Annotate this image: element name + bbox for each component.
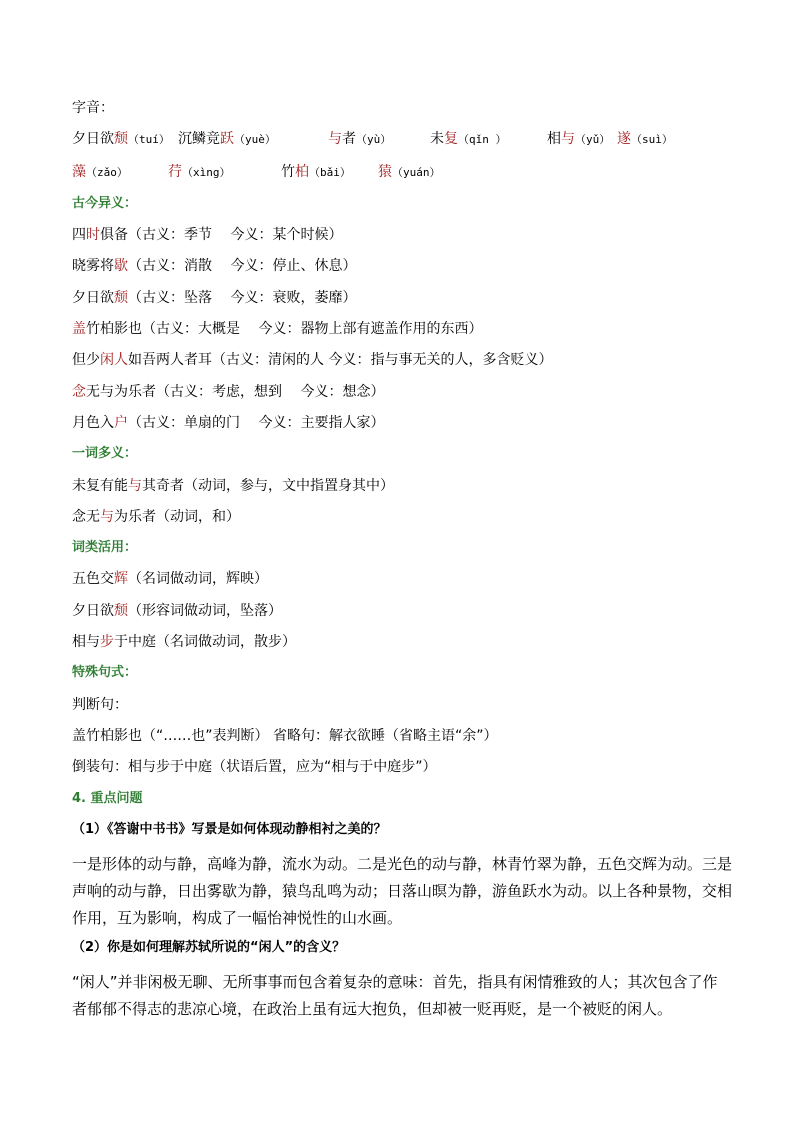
list-item: 夕日欲颓（古义：坠落 今义：衰败，萎靡） — [72, 289, 357, 306]
answer-1: 一是形体的动与静，高峰为静，流水为动。二是光色的动与静，林青竹翠为静，五色交辉为动。三是声响的动与静，日出雾歇为静，猿鸟乱鸣为动；日落山暝为静，游鱼跃水为动。以上各种景物，交相作用，互为影响，构成了一幅怡神悦性的山水画。 — [72, 855, 733, 928]
ancient-modern-title: 古今异义： — [72, 195, 138, 211]
list-item: 四时俱备（古义：季节 今义：某个时候） — [72, 227, 343, 244]
list-item: 未复有能与其奇者（动词，参与，文中指置身其中） — [72, 477, 394, 494]
pronunciation-title: 字音： — [72, 100, 114, 116]
list-item: 月色入户（古义：单扇的门 今义：主要指人家） — [72, 414, 385, 431]
pron-item: 猿（yuán） — [378, 163, 441, 180]
pronunciation-row-1 — [72, 129, 732, 150]
sentence-line: 判断句： — [72, 696, 128, 713]
sentence-line: 盖竹柏影也（“……也”表判断） 省略句：解衣欲睡（省略主语“余”） — [72, 727, 498, 744]
polysemy-title: 一词多义： — [72, 446, 138, 462]
pron-item: 藻（zǎo） — [72, 163, 128, 180]
list-item: 相与步于中庭（名词做动词，散步） — [72, 634, 296, 651]
list-item: 但少闲人如吾两人者耳（古义：清闲的人 今义：指与事无关的人，多含贬义） — [72, 352, 553, 369]
question-2: （2）你是如何理解苏轼所说的“闲人”的含义？ — [72, 940, 346, 956]
pron-item: 遂（suì） — [617, 131, 673, 148]
key-questions-title: 4. 重点问题 — [72, 790, 143, 806]
pronunciation-row-2 — [72, 162, 732, 183]
pron-item: 未复（qǐn ） — [430, 131, 507, 148]
answer-2: “闲人”并非闲极无聊、无所事事而包含着复杂的意味：首先，指具有闲情雅致的人；其次包含了作者郁郁不得志的悲凉心境，在政治上虽有远大抱负，但却被一贬再贬，是一个被贬的闲人。 — [72, 973, 718, 1019]
pron-item: 沉鳞竞跃（yuè） — [178, 131, 276, 148]
sentence-line: 倒装句：相与步于中庭（状语后置，应为“相与于中庭步”） — [72, 759, 437, 776]
question-1: （1）《答谢中书书》写景是如何体现动静相衬之美的？ — [72, 821, 387, 837]
list-item: 晓雾将歇（古义：消散 今义：停止、休息） — [72, 258, 357, 275]
document-page — [72, 98, 732, 1029]
pron-item: 荇（xìng） — [168, 163, 231, 180]
list-item: 念无与为乐者（动词，和） — [72, 508, 240, 525]
list-item: 盖竹柏影也（古义：大概是 今义：器物上部有遮盖作用的东西） — [72, 321, 483, 338]
pron-item: 竹柏（bǎi） — [281, 163, 351, 180]
sentence-patterns-title: 特殊句式： — [72, 665, 138, 681]
pron-item: 与者（yù） — [328, 131, 392, 148]
list-item: 夕日欲颓（形容词做动词，坠落） — [72, 602, 282, 619]
list-item: 五色交辉（名词做动词，辉映） — [72, 571, 268, 588]
pron-item: 相与（yǔ） — [547, 131, 611, 148]
pron-item: 夕日欲颓（tuí） — [72, 131, 170, 148]
list-item: 念无与为乐者（古义：考虑，想到 今义：想念） — [72, 383, 385, 400]
word-class-title: 词类活用： — [72, 540, 138, 556]
